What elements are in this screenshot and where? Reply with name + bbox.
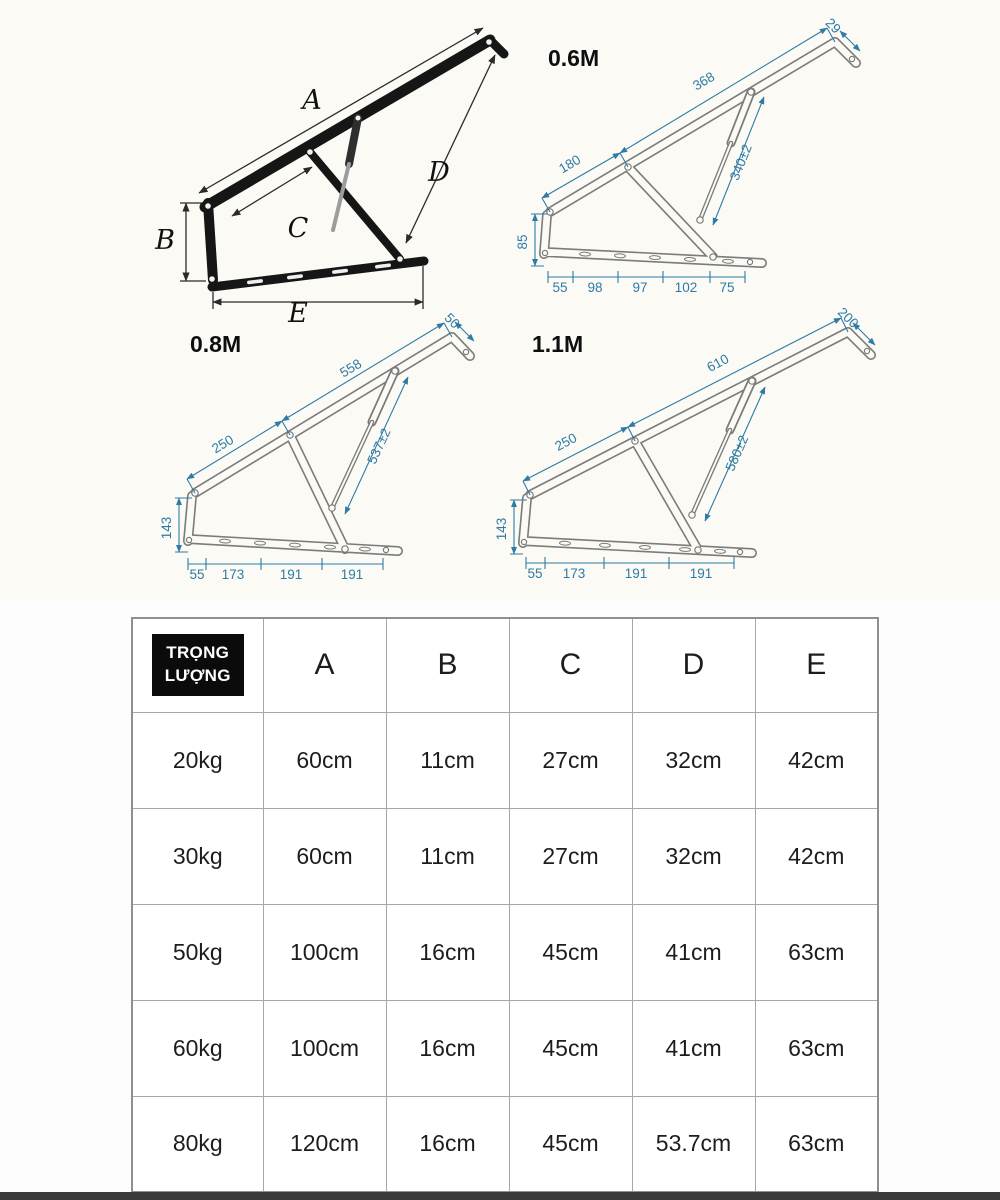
weight-cell: 60kg — [132, 1000, 263, 1096]
hinge-photo-diagram — [154, 28, 504, 332]
column-header-e: E — [755, 618, 878, 712]
dim-0-6m-bottom-2: 98 — [587, 280, 603, 295]
dim-0-6m-upper-arm: 368 — [690, 68, 718, 94]
value-cell: 100cm — [263, 1000, 386, 1096]
dim-0-6m-height: 85 — [515, 234, 530, 250]
weight-cell: 50kg — [132, 904, 263, 1000]
dim-1-1m-lower-arm: 250 — [552, 430, 580, 454]
dim-1-1m-bottom-1: 55 — [527, 566, 543, 581]
photo-label-d: D — [428, 157, 450, 188]
value-cell: 63cm — [755, 904, 878, 1000]
value-cell: 32cm — [632, 712, 755, 808]
table-row-20kg — [132, 712, 878, 808]
value-cell: 45cm — [509, 1096, 632, 1192]
column-header-b: B — [386, 618, 509, 712]
dim-1-1m-height: 143 — [494, 517, 509, 541]
value-cell: 11cm — [386, 712, 509, 808]
value-cell: 16cm — [386, 1096, 509, 1192]
photo-label-a: A — [302, 85, 322, 116]
weight-badge-line2: LƯỢNG — [164, 666, 231, 686]
size-title-0-8m: 0.8M — [190, 331, 242, 357]
weight-badge — [152, 634, 244, 696]
dim-0-8m-tip: 50 — [441, 310, 463, 332]
photo-label-b: B — [155, 225, 175, 256]
photo-left-bracket — [208, 203, 213, 280]
dim-0-8m-upper-arm: 558 — [337, 355, 365, 381]
value-cell: 27cm — [509, 712, 632, 808]
size-title-0-6m: 0.6M — [548, 45, 600, 71]
value-cell: 120cm — [263, 1096, 386, 1192]
weight-badge-line1: TRỌNG — [166, 643, 230, 663]
dim-0-6m-bottom-1: 55 — [552, 280, 568, 295]
dim-0-8m-bottom-3: 191 — [279, 567, 303, 582]
spec-table — [131, 617, 879, 1193]
value-cell: 63cm — [755, 1000, 878, 1096]
dim-0-8m-bottom-1: 55 — [189, 567, 205, 582]
dim-1-1m-bottom-4: 191 — [689, 566, 713, 581]
value-cell: 45cm — [509, 904, 632, 1000]
dim-1-1m-bottom-3: 191 — [624, 566, 648, 581]
value-cell: 16cm — [386, 1000, 509, 1096]
spec-table-section — [0, 600, 1000, 1192]
table-header-row — [132, 618, 878, 712]
dim-0-6m-bottom-4: 102 — [674, 280, 698, 295]
weight-cell: 80kg — [132, 1096, 263, 1192]
table-row-30kg — [132, 808, 878, 904]
photo-label-e: E — [288, 298, 308, 329]
value-cell: 41cm — [632, 1000, 755, 1096]
photo-tip-bend — [490, 40, 504, 54]
rivets-1-1m — [521, 348, 869, 554]
dim-1-1m-upper-arm: 610 — [704, 351, 732, 375]
dim-1-1m-bottom-2: 173 — [562, 566, 586, 581]
dim-1-1m-tip: 200 — [834, 304, 862, 331]
footer-divider — [0, 1192, 1000, 1200]
table-row-50kg — [132, 904, 878, 1000]
value-cell: 45cm — [509, 1000, 632, 1096]
weight-header-cell — [132, 618, 263, 712]
dim-0-8m-bottom-4: 191 — [340, 567, 364, 582]
table-row-60kg — [132, 1000, 878, 1096]
column-header-d: D — [632, 618, 755, 712]
value-cell: 41cm — [632, 904, 755, 1000]
dim-0-6m-lower-arm: 180 — [556, 151, 584, 177]
column-header-a: A — [263, 618, 386, 712]
value-cell: 100cm — [263, 904, 386, 1000]
photo-bottom-bar — [212, 261, 424, 287]
dim-0-8m-lower-arm: 250 — [209, 431, 237, 457]
weight-cell: 30kg — [132, 808, 263, 904]
value-cell: 42cm — [755, 712, 878, 808]
dim-0-8m-strut: 537±2 — [364, 425, 394, 467]
value-cell: 32cm — [632, 808, 755, 904]
value-cell: 16cm — [386, 904, 509, 1000]
dim-0-8m-height: 143 — [159, 516, 174, 540]
value-cell: 27cm — [509, 808, 632, 904]
table-row-80kg — [132, 1096, 878, 1192]
dim-0-8m-bottom-2: 173 — [221, 567, 245, 582]
dim-1-1m-strut: 580±2 — [722, 433, 752, 474]
dim-0-6m-bottom-3: 97 — [632, 280, 648, 295]
dim-0-6m-tip: 29 — [822, 15, 844, 37]
size-title-1-1m: 1.1M — [532, 331, 584, 357]
value-cell: 63cm — [755, 1096, 878, 1192]
value-cell: 60cm — [263, 808, 386, 904]
value-cell: 53.7cm — [632, 1096, 755, 1192]
value-cell: 60cm — [263, 712, 386, 808]
photo-label-c: C — [287, 213, 309, 244]
weight-cell: 20kg — [132, 712, 263, 808]
column-header-c: C — [509, 618, 632, 712]
dim-0-6m-bottom-5: 75 — [719, 280, 735, 295]
value-cell: 42cm — [755, 808, 878, 904]
photo-diagonal-arm — [310, 152, 400, 259]
dim-0-6m-strut: 340±2 — [726, 142, 755, 183]
value-cell: 11cm — [386, 808, 509, 904]
